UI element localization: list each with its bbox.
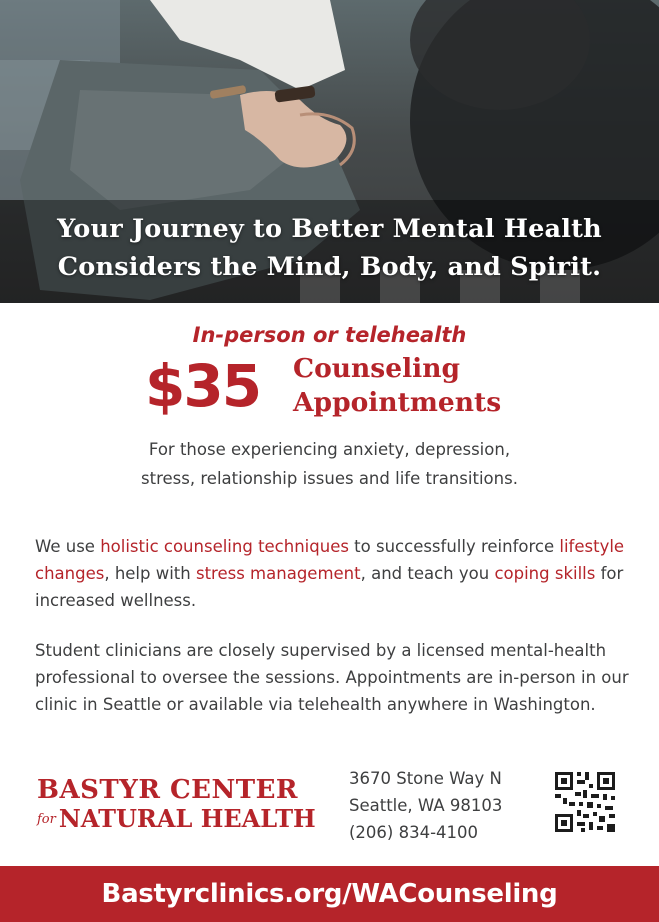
bastyr-logo [37,775,327,834]
highlight-holistic-counseling: holistic counseling techniques [100,537,349,556]
phone-number[interactable]: (206) 834-4100 [349,823,479,842]
logo-line2: NATURAL HEALTH [58,804,316,833]
logo-line1: BASTYR CENTER [37,775,299,805]
hero-title-line1: Your Journey to Better Mental Health [57,214,602,244]
qr-code-graphic [553,770,617,834]
para1-text-4: , and teach you [360,564,495,583]
para1-text-5: for increased wellness. [35,564,624,610]
highlight-coping-skills: coping skills [494,564,596,583]
qr-code-icon[interactable] [553,770,617,834]
service-title [293,352,501,420]
para1-text-2: to successfully reinforce [348,537,560,556]
audience-line2: stress, relationship issues and life transitions. [141,469,518,488]
hero-title [0,210,659,286]
address-city: Seattle, WA 98103 [349,796,503,815]
service-title-line2: Appointments [293,387,502,418]
para1-text-1: We use [35,537,101,556]
audience-line1: For those experiencing anxiety, depression, [148,440,511,459]
website-banner [0,866,659,922]
address-street: 3670 Stone Way N [349,769,502,788]
audience-text [0,435,659,493]
supervision-paragraph: Student clinicians are closely supervised by a licensed mental-health professional to oversee the sessions. Appointments are in-person in our clinic in Seattle or available via telehealth anywhere in Washington. [35,641,629,714]
highlight-stress-management: stress management [195,564,361,583]
logo-line2-wrap [37,805,327,834]
service-title-line1: Counseling [293,353,461,384]
techniques-paragraph [35,533,635,614]
clinic-address [349,765,502,846]
offer-subtitle: In-person or telehealth [192,323,467,347]
logo-for: for [37,812,56,827]
hero-title-line2: Considers the Mind, Body, and Spirit. [57,252,602,282]
hero-photo [0,0,659,303]
website-link[interactable]: Bastyrclinics.org/WACounseling [101,879,558,909]
price: $35 [145,352,261,420]
highlight-lifestyle-changes: lifestyle changes [35,537,625,583]
para1-text-3: , help with [104,564,196,583]
